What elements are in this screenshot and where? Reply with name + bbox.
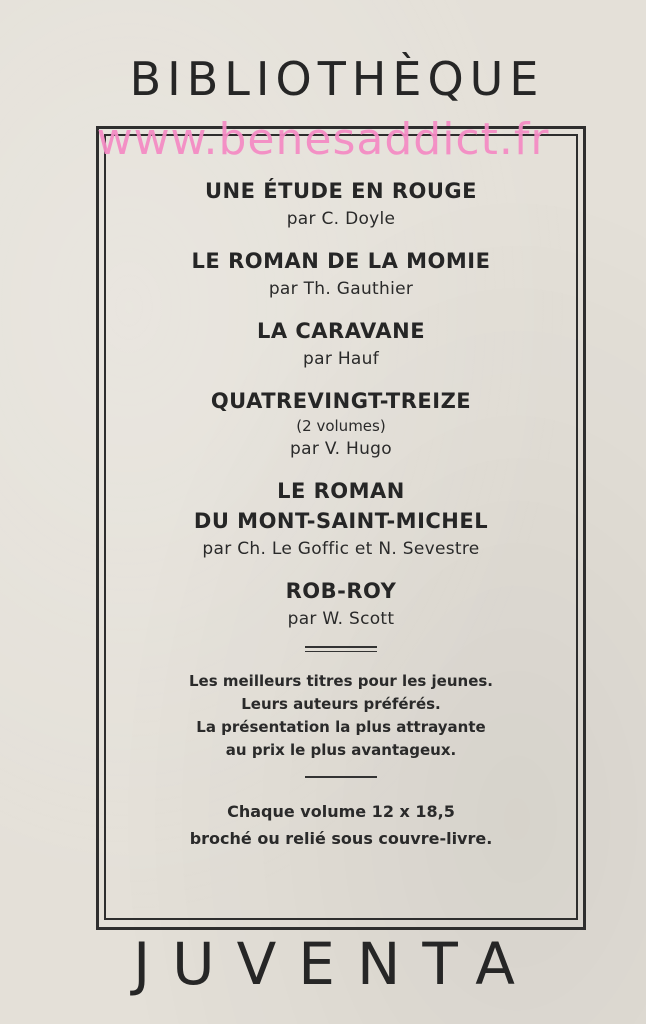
book-author: par W. Scott (287, 609, 395, 629)
single-rule-divider (305, 776, 377, 778)
book-title: ROB-ROY (285, 579, 397, 603)
spec-line: Chaque volume 12 x 18,5 (227, 802, 455, 821)
book-title: UNE ÉTUDE EN ROUGE (205, 179, 477, 203)
volume-specs (110, 798, 572, 852)
spec-line: broché ou relié sous couvre-livre. (189, 829, 493, 848)
blurb (110, 670, 572, 762)
book-author: par V. Hugo (290, 439, 392, 459)
book-entry (110, 316, 572, 372)
book-entry (110, 576, 572, 632)
book-title: LE ROMAN DE LA MOMIE (191, 249, 491, 273)
publisher-name: JUVENTA (133, 930, 537, 998)
library-heading: BIBLIOTHÈQUE (129, 52, 545, 106)
blurb-line: Les meilleurs titres pour les jeunes. (189, 672, 493, 690)
book-catalog (110, 176, 572, 852)
book-title-line-2: DU MONT-SAINT-MICHEL (193, 509, 489, 533)
book-entry (110, 476, 572, 562)
book-title: LA CARAVANE (256, 319, 426, 343)
double-rule-divider (305, 646, 377, 652)
book-author: par Ch. Le Goffic et N. Sevestre (202, 539, 480, 559)
book-title: QUATREVINGT-TREIZE (210, 389, 472, 413)
book-author: par Th. Gauthier (268, 279, 414, 299)
book-entry (110, 176, 572, 232)
book-entry (110, 386, 572, 462)
book-entry (110, 246, 572, 302)
book-volume-note: (2 volumes) (296, 417, 386, 435)
watermark-text: www.benesaddict.fr (96, 114, 550, 165)
book-title-line-1: LE ROMAN (277, 479, 405, 503)
blurb-line: La présentation la plus attrayante (196, 718, 486, 736)
book-author: par Hauf (303, 349, 379, 369)
blurb-line: Leurs auteurs préférés. (241, 695, 441, 713)
blurb-line: au prix le plus avantageux. (225, 741, 457, 759)
book-author: par C. Doyle (286, 209, 396, 229)
